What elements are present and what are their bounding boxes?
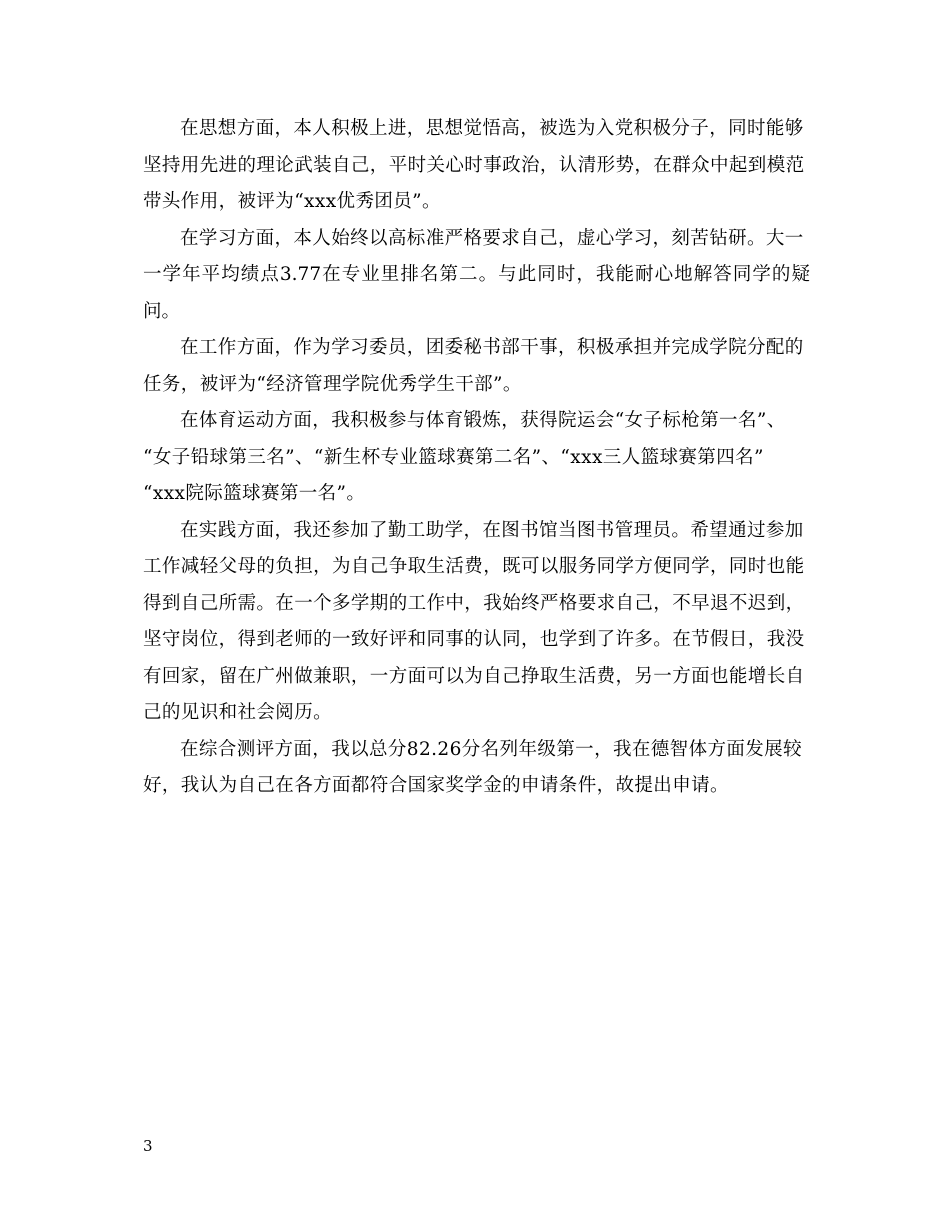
text-line: 好，我认为自己在各方面都符合国家奖学金的申请条件，故提出申请。 bbox=[143, 775, 729, 796]
page-number: 3 bbox=[143, 1137, 153, 1155]
paragraph-evaluation bbox=[143, 732, 810, 805]
text-line: 工作减轻父母的负担，为自己争取生活费，既可以服务同学方便同学，同时也能 bbox=[143, 556, 805, 577]
text-line: 坚持用先进的理论武装自己，平时关心时事政治，认清形势，在群众中起到模范 bbox=[143, 154, 805, 176]
text-line: 一学年平均绩点3.77在专业里排名第二。与此同时，我能耐心地解答同学的疑问。 bbox=[143, 264, 810, 322]
paragraph-thought bbox=[143, 111, 810, 221]
text-line: 己的见识和社会阅历。 bbox=[143, 702, 333, 723]
text-line: “xxx院际篮球赛第一名”。 bbox=[143, 483, 366, 504]
text-line: 带头作用，被评为“xxx优秀团员”。 bbox=[143, 191, 441, 212]
text-line: 在体育运动方面，我积极参与体育锻炼，获得院运会“女子标枪第一名”、 bbox=[180, 410, 786, 431]
paragraph-work bbox=[143, 330, 810, 403]
text-line: 有回家，留在广州做兼职，一方面可以为自己挣取生活费，另一方面也能增长自 bbox=[143, 665, 805, 687]
text-line: 在学习方面，本人始终以高标准严格要求自己，虚心学习，刻苦钻研。大一 bbox=[180, 227, 804, 249]
text-line: 坚守岗位，得到老师的一致好评和同事的认同，也学到了许多。在节假日，我没 bbox=[143, 629, 805, 650]
paragraph-study bbox=[143, 221, 810, 331]
document-body bbox=[143, 111, 810, 805]
paragraph-practice bbox=[143, 513, 810, 732]
paragraph-sports bbox=[143, 403, 810, 513]
text-line: 在综合测评方面，我以总分82.26分名列年级第一，我在德智体方面发展较 bbox=[180, 738, 802, 760]
text-line: “女子铅球第三名”、“新生杯专业篮球赛第二名”、“xxx三人篮球赛第四名” bbox=[143, 446, 764, 468]
text-line: 在工作方面，作为学习委员，团委秘书部干事，积极承担并完成学院分配的 bbox=[180, 337, 804, 358]
text-line: 得到自己所需。在一个多学期的工作中，我始终严格要求自己，不早退不迟到， bbox=[143, 592, 805, 614]
text-line: 在思想方面，本人积极上进，思想觉悟高，被选为入党积极分子，同时能够 bbox=[180, 118, 804, 139]
text-line: 在实践方面，我还参加了勤工助学，在图书馆当图书管理员。希望通过参加 bbox=[180, 519, 804, 541]
text-line: 任务，被评为“经济管理学院优秀学生干部”。 bbox=[143, 373, 522, 395]
